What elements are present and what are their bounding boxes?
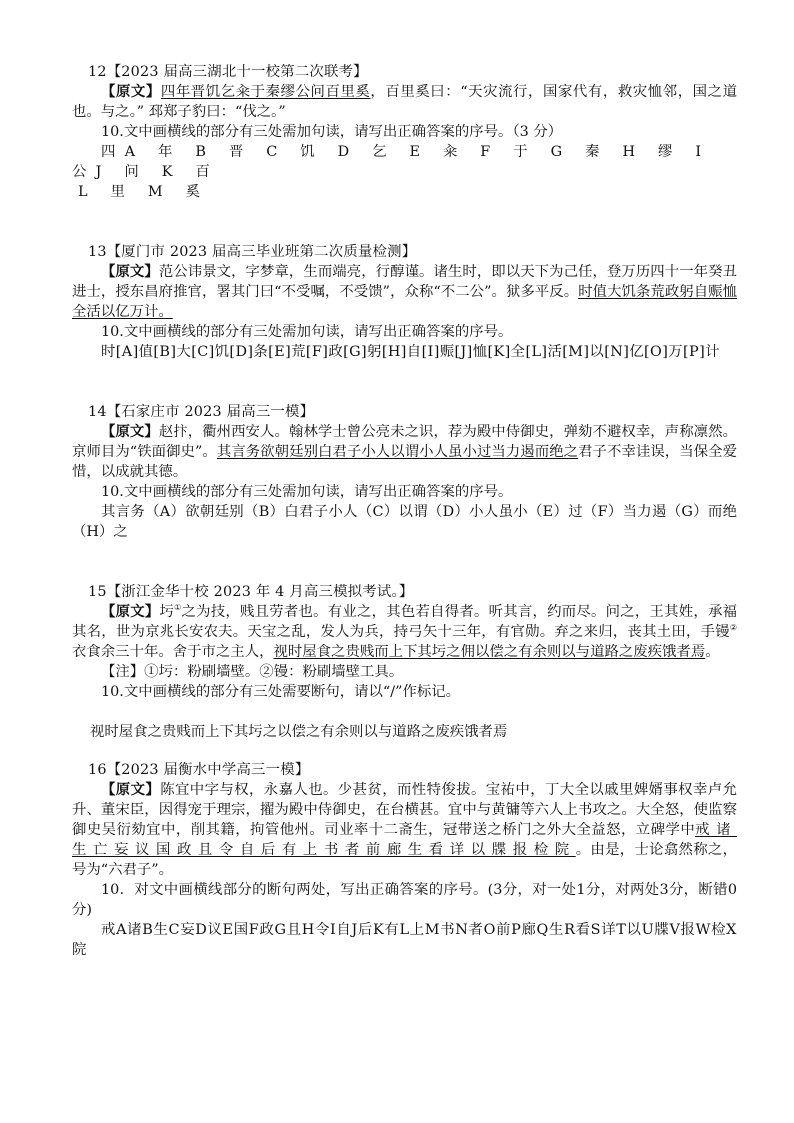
footnote-mark-1: ①	[174, 603, 182, 613]
original-text-label: 【原文】	[101, 603, 160, 620]
question-16-prompt: 10．对文中画横线部分的断句两处，写出正确答案的序号。(3分，对一处1分，对两处3分，断错0分)	[72, 882, 737, 918]
question-12-prompt: 10.文中画横线的部分有三处需加句读，请写出正确答案的序号。（3 分）	[101, 124, 563, 140]
original-text-label: 【原文】	[101, 263, 159, 280]
passage-text-d: 。	[705, 644, 720, 660]
question-14	[72, 402, 737, 542]
question-15-header: 15【浙江金华十校 2023 年 4 月高三模拟考试。】	[88, 584, 414, 600]
question-13	[72, 242, 737, 362]
question-15-notes: 【注】①圬：粉刷墙壁。②镘：粉刷墙壁工具。	[101, 664, 404, 680]
passage-text: 陈宜中字与权，永嘉人也。少甚贫，而性特俊拔。宝祐中，丁大全以戚里婢婿事权幸卢允升、董宋臣，因得宠于理宗，擢为殿中侍御史，在台横甚。宜中与黄镛等六人上书攻之。大全怒，使监察御史吴衍劾宜中，削其籍，拘管他州。司业率十二斋生，冠带送之桥门之外大全益怒，立碑学中	[72, 782, 737, 838]
underlined-text: 视时屋食之贵贱而上下其圬之佣以偿之有余则以与道路之废疾饿者焉	[273, 644, 706, 660]
question-12-passage	[72, 82, 737, 122]
footnote-mark-2: ②	[729, 623, 737, 633]
question-15-answer-line: 视时屋食之贵贱而上下其圬之以偿之有余则以与道路之废疾饿者焉	[90, 724, 508, 740]
question-16-passage	[72, 780, 737, 880]
passage-text-c: 衣食余三十年。舍于市之主人，	[72, 644, 274, 660]
question-15	[72, 582, 737, 742]
passage-text-b: 之为技，贱且劳者也。有业之，其色若自得者。听其言，约而尽。问之，王其姓，承福其名，世为京兆长安农夫。天宝之乱，发人为兵，持弓矢十三年，有官勋。弃之来归，丧其土田，手镘	[72, 604, 737, 640]
passage-text-rest: 君子不幸诖误，当保全爱惜，以成就其德。	[72, 444, 737, 480]
original-text-label: 【原文】	[101, 781, 161, 798]
question-16-header: 16【2023 届衡水中学高三一模】	[88, 762, 310, 778]
underlined-text: 时值大饥条荒政躬自赈恤全活以亿万计。	[72, 284, 737, 320]
passage-text: 赵抃，衢州西安人。翰林学士曾公亮未之识，荐为殿中侍御史，弹劾不避权幸，声称凛然。京师目为“铁面御史”。	[72, 424, 737, 460]
underlined-text: 戒诸生亡妄议国政且令自后有上书者前廊生看详以牒报检院	[72, 822, 737, 858]
question-12-options-line-1: 四A 年 B 晋 C 饥 D 乞 E 籴 F 于 G 秦 H 缪 I 公J 问 K 百	[72, 144, 711, 180]
passage-text: ，百里奚曰：“天灾流行，国家代有，救灾恤邻，国之道也。与之。” 邳郑子豹曰：“伐之。”	[72, 84, 737, 120]
question-16	[72, 760, 737, 960]
original-text-label: 【原文】	[101, 423, 159, 440]
question-13-options: 时[A]值[B]大[C]饥[D]条[E]荒[F]政[G]躬[H]自[I]赈[J]恤[K]全[L]活[M]以[N]亿[O]万[P]计	[101, 344, 720, 360]
underlined-text: 四年晋饥乞籴于秦缪公问百里奚	[160, 84, 371, 100]
question-14-prompt: 10.文中画横线的部分有三处需加句读，请写出正确答案的序号。	[101, 484, 513, 500]
original-text-label: 【原文】	[101, 83, 161, 100]
question-12-header: 12【2023 届高三湖北十一校第二次联考】	[88, 64, 368, 80]
underlined-text: 其言务欲朝廷别白君子小人以谓小人虽小过当力遏而绝之	[216, 444, 579, 460]
question-15-passage	[72, 602, 737, 662]
passage-text-rest: 。由是，士论翕然称之，号为“六君子”。	[72, 842, 737, 878]
question-16-options: 戒A诸B生C妄D议E国F政G且H令I自J后K有L上M书N者O前P廊Q生R看S详T以U牒V报W检X院	[72, 922, 737, 958]
question-12-options-line-2: L 里 M 奚	[78, 184, 210, 200]
question-13-prompt: 10.文中画横线的部分有三处需加句读，请写出正确答案的序号。	[101, 324, 513, 340]
question-12	[72, 62, 737, 202]
question-14-options: 其言务（A）欲朝廷别（B）白君子小人（C）以谓（D）小人虽小（E）过（F）当力遏（G）而绝（H）之	[72, 504, 737, 540]
passage-text: 范公讳景文，字梦章，生而端亮，行醇谨。诸生时，即以天下为己任，登万历四十一年癸丑进士，授东昌府推官，署其门曰“不受嘱，不受馈”，众称“不二公”。狱多平反。	[72, 264, 737, 300]
question-13-passage	[72, 262, 737, 322]
question-15-prompt: 10.文中画横线的部分有三处需要断句，请以“/”作标记。	[101, 684, 461, 700]
passage-text-a: 圬	[159, 604, 175, 620]
document-page	[72, 62, 737, 960]
question-13-header: 13【厦门市 2023 届高三毕业班第二次质量检测】	[88, 244, 417, 260]
question-14-header: 14【石家庄市 2023 届高三一模】	[88, 404, 315, 420]
question-14-passage	[72, 422, 737, 482]
